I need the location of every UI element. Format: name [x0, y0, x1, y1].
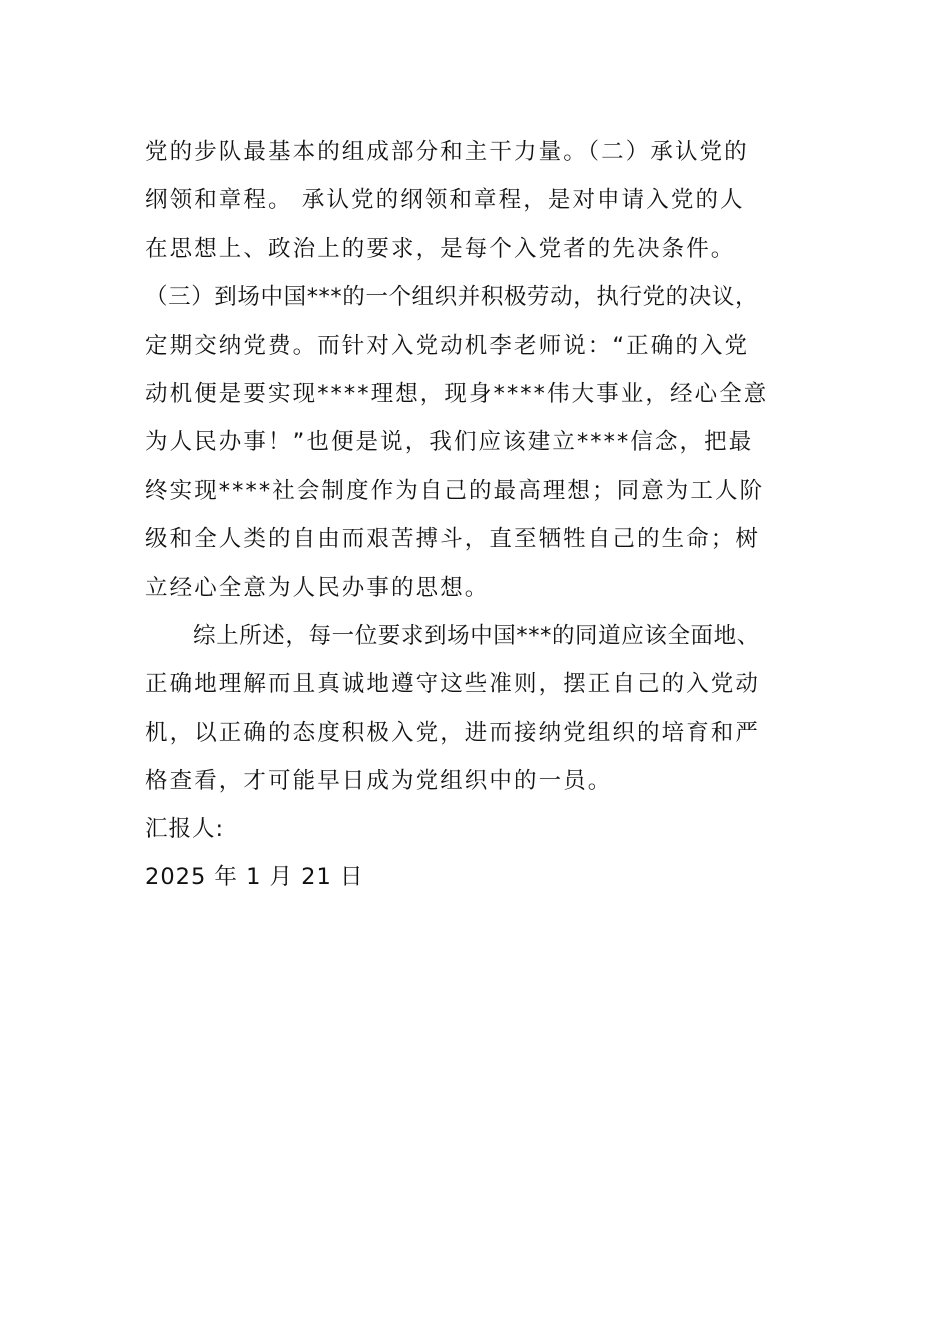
paragraph-line: 级和全人类的自由而艰苦搏斗，直至牺牲自己的生命；树 [145, 526, 761, 553]
paragraph-line: 动机便是要实现****理想，现身****伟大事业，经心全意 [145, 380, 769, 407]
paragraph-line: （三）到场中国***的一个组织并积极劳动，执行党的决议， [145, 284, 759, 311]
report-date: 2025 年 1 月 21 日 [145, 864, 364, 891]
paragraph-line: 在思想上、政治上的要求，是每个入党者的先决条件。 [145, 235, 736, 262]
paragraph-line: 定期交纳党费。而针对入党动机李老师说：“正确的入党 [145, 332, 750, 359]
paragraph-line: 纲领和章程。 承认党的纲领和章程，是对申请入党的人 [145, 187, 745, 214]
document-body [145, 128, 825, 901]
paragraph-line: 为人民办事！”也便是说，我们应该建立****信念，把最 [145, 429, 754, 456]
paragraph-line: 机，以正确的态度积极入党，进而接纳党组织的培育和严 [145, 719, 761, 746]
paragraph-line: 立经心全意为人民办事的思想。 [145, 574, 490, 601]
reporter-label: 汇报人: [145, 816, 225, 843]
paragraph-1 [145, 128, 825, 612]
paragraph-line: 正确地理解而且真诚地遵守这些准则，摆正自己的入党动 [145, 671, 761, 698]
paragraph-line: 综上所述，每一位要求到场中国***的同道应该全面地、 [193, 622, 760, 649]
paragraph-line: 格查看，才可能早日成为党组织中的一员。 [145, 768, 613, 795]
paragraph-line: 党的步队最基本的组成部分和主干力量。（二）承认党的 [145, 139, 749, 165]
paragraph-line: 终实现****社会制度作为自己的最高理想；同意为工人阶 [145, 477, 765, 504]
paragraph-2 [145, 612, 825, 806]
